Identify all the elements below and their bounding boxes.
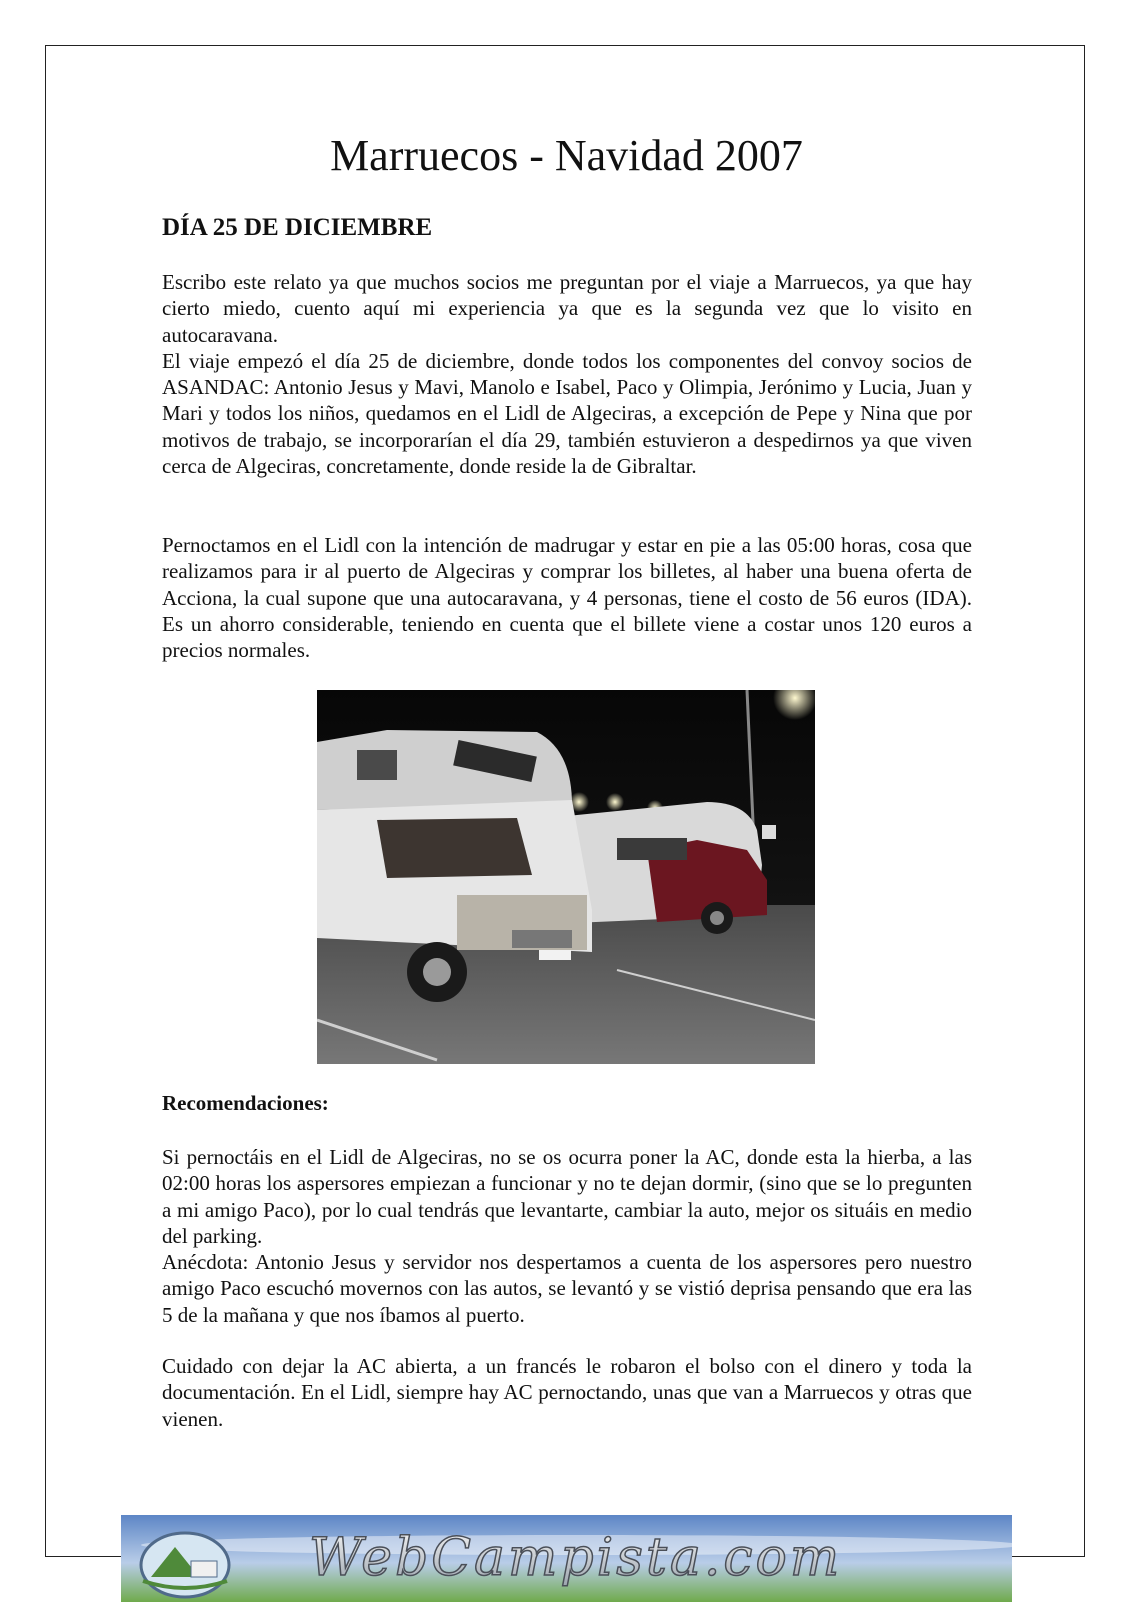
section-heading: DÍA 25 DE DICIEMBRE [162, 214, 433, 241]
campervans-night-photo [317, 690, 815, 1064]
text-block-3 [162, 1144, 972, 1328]
paragraph-theft-warning: Cuidado con dejar la AC abierta, a un francés le robaron el bolso con el dinero y toda la documentación. En el Lidl, siempre hay AC pernoctando, unas que van a Marruecos y otras que vienen. [162, 1354, 972, 1431]
paragraph-anecdote: Anécdota: Antonio Jesus y servidor nos despertamos a cuenta de los aspersores pero nuestro amigo Paco escuchó movernos con las autos, se levantó y se vistió deprisa pensando que era las 5 de la mañana y que nos íbamos al puerto. [162, 1250, 972, 1327]
paragraph-convoy: El viaje empezó el día 25 de diciembre, donde todos los componentes del convoy socios de ASANDAC: Antonio Jesus y Mavi, Manolo e Isabel, Paco y Olimpia, Jerónimo y Lucia, Juan y Mari y todos los niños, quedamos en el Lidl de Algeciras, a excepción de Pepe y Nina que por motivos de trabajo, se incorporarían el día 29, también estuvieron a despedirnos ya que viven cerca de Algeciras, concretamente, donde reside la de Gibraltar. [162, 348, 972, 479]
text-block-4 [162, 1353, 972, 1432]
paragraph-intro: Escribo este relato ya que muchos socios me preguntan por el viaje a Marruecos, ya que hay cierto miedo, cuento aquí mi experiencia ya que es la segunda vez que lo visito en autocaravana. [162, 270, 972, 347]
recommendations-heading: Recomendaciones: [162, 1091, 329, 1115]
paragraph-sprinklers: Si pernoctáis en el Lidl de Algeciras, no se os ocurra poner la AC, donde esta la hierba, a las 02:00 horas los aspersores empiezan a funcionar y no te dejan dormir, (sino que se lo pregunten a mi amigo Paco), por lo cual tendrás que levantarte, cambiar la auto, mejor os situáis en medio del parking. [162, 1145, 972, 1248]
svg-text:WebCampista.com: WebCampista.com [309, 1528, 843, 1588]
document-title: Marruecos - Navidad 2007 [330, 131, 803, 180]
paragraph-overnight: Pernoctamos en el Lidl con la intención de madrugar y estar en pie a las 05:00 horas, cosa que realizamos para ir al puerto de Algeciras y comprar los billetes, al haber una buena oferta de Acciona, la cual supone que una autocaravana, y 4 personas, tiene el costo de 56 euros (IDA). Es un ahorro considerable, teniendo en cuenta que el billete viene a costar unos 120 euros a precios normales. [162, 533, 972, 663]
campsite-logo-icon [141, 1533, 229, 1597]
text-block-1 [162, 269, 972, 479]
webcampista-banner [121, 1515, 1012, 1602]
text-block-2 [162, 532, 972, 663]
